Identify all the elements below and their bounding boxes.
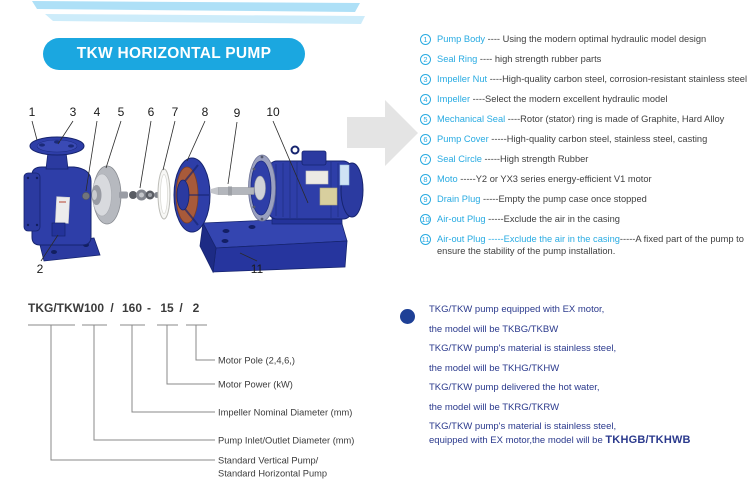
part-number-badge: 9 xyxy=(420,194,431,205)
note-bullet-icon xyxy=(400,309,415,324)
part-item-9 xyxy=(420,193,754,205)
note-2-line-1: TKG/TKW pump's material is stainless steel, xyxy=(429,343,617,354)
part-name: Air-out Plug -----Exclude the air in the casing xyxy=(437,234,620,244)
mechanical-seal xyxy=(129,190,160,201)
seal-circle xyxy=(158,169,170,219)
model-seg-2: 2 xyxy=(192,301,200,315)
part-item-10 xyxy=(420,213,754,225)
note-4-line-2-text: equipped with EX motor,the model will be xyxy=(429,435,606,446)
part-description: -----Exclude the air in the casing xyxy=(485,214,620,224)
part-name: Drain Plug xyxy=(437,194,481,204)
part-number-badge: 4 xyxy=(420,94,431,105)
right-arrow-icon xyxy=(347,100,418,166)
callout-9: 9 xyxy=(233,106,241,120)
part-number-badge: 2 xyxy=(420,54,431,65)
model-seg-slash2: / xyxy=(179,301,183,315)
note-1-line-1: TKG/TKW pump equipped with EX motor, xyxy=(429,304,605,315)
seal-ring-port xyxy=(52,223,65,236)
note-1-line-2: the model will be TKBG/TKBW xyxy=(429,323,559,335)
callout-2: 2 xyxy=(36,262,44,276)
motor-label-beige xyxy=(320,188,337,205)
part-item-6 xyxy=(420,133,754,145)
model-tree-lines xyxy=(28,325,215,460)
note-4-line-1: TKG/TKW pump's material is stainless steel, xyxy=(429,421,617,432)
part-name: Impeller Nut xyxy=(437,74,488,84)
pump-cover xyxy=(174,158,210,232)
part-name: Air-out Plug xyxy=(437,214,486,224)
label-standard-vertical: Standard Vertical Pump/ xyxy=(218,455,319,466)
callout-4: 4 xyxy=(93,105,101,119)
part-item-3 xyxy=(420,73,754,85)
model-seg-15: 15 xyxy=(160,301,174,315)
part-name: Seal Circle xyxy=(437,154,482,164)
motor-sticker xyxy=(340,165,349,185)
model-code-diagram xyxy=(25,296,370,494)
motor-nameplate xyxy=(306,171,328,184)
model-seg-100: 100 xyxy=(83,301,105,315)
model-prefix: TKG/TKW xyxy=(28,301,84,315)
model-notes xyxy=(398,303,752,454)
lifting-eye xyxy=(292,147,299,154)
model-seg-slash1: / xyxy=(110,301,114,315)
callout-5: 5 xyxy=(117,105,125,119)
part-number-badge: 10 xyxy=(421,214,430,224)
label-motor-pole: Motor Pole (2,4,6,) xyxy=(218,355,295,366)
part-number-badge: 3 xyxy=(420,74,431,85)
part-description: ----High-quality carbon steel, corrosion-resistant stainless steel xyxy=(487,74,748,84)
part-description: -----Empty the pump case once stopped xyxy=(480,194,647,204)
note-4-line-2 xyxy=(429,434,752,447)
part-item-5 xyxy=(420,113,754,125)
part-name: Moto xyxy=(437,174,458,184)
note-3-line-1: TKG/TKW pump delivered the hot water, xyxy=(429,382,600,393)
pump-exploded-diagram xyxy=(14,95,426,297)
part-description: ----Rotor (stator) ring is made of Graphite, Hard Alloy xyxy=(505,114,725,124)
part-item-2 xyxy=(420,53,754,65)
callout-3: 3 xyxy=(69,105,77,119)
parts-list xyxy=(420,33,754,265)
suction-flange xyxy=(24,173,40,231)
pump-label-sticker xyxy=(55,197,69,224)
motor-base-plate xyxy=(200,217,347,272)
callout-1: 1 xyxy=(28,105,36,119)
model-seg-dash: - xyxy=(147,301,151,315)
part-number-badge: 7 xyxy=(420,154,431,165)
label-standard-horizontal: Standard Horizontal Pump xyxy=(218,468,328,479)
impeller xyxy=(92,166,129,224)
part-description: ----Select the modern excellent hydraulic model xyxy=(470,94,668,104)
part-description: -----A fixed part of the pump to ensure the stability of the pump installation. xyxy=(437,234,747,256)
part-description: -----Y2 or YX3 series energy-efficient V1 motor xyxy=(457,174,652,184)
motor-shaft xyxy=(211,187,254,196)
part-item-8 xyxy=(420,173,754,185)
pump-body xyxy=(24,137,100,261)
terminal-box xyxy=(302,151,326,165)
callout-7: 7 xyxy=(171,105,179,119)
part-number-badge: 8 xyxy=(420,174,431,185)
part-number-badge: 5 xyxy=(420,114,431,125)
part-name: Pump Body xyxy=(437,34,486,44)
part-item-1 xyxy=(420,33,754,45)
callout-8: 8 xyxy=(201,105,209,119)
part-item-4 xyxy=(420,93,754,105)
label-motor-power: Motor Power (kW) xyxy=(218,379,293,390)
part-name: Seal Ring xyxy=(437,54,478,64)
part-number-badge: 6 xyxy=(420,134,431,145)
part-description: ---- Using the modern optimal hydraulic model design xyxy=(485,34,707,44)
part-number-badge: 1 xyxy=(420,34,431,45)
note-4-model-code: TKHGB/TKHWB xyxy=(605,434,691,446)
part-description: -----High-quality carbon steel, stainless steel, casting xyxy=(488,134,708,144)
ribbon-stripe-top xyxy=(32,1,360,12)
part-name: Impeller xyxy=(437,94,471,104)
model-seg-160: 160 xyxy=(121,301,143,315)
callout-6: 6 xyxy=(147,105,155,119)
part-item-11 xyxy=(420,233,754,257)
part-description: ---- high strength rubber parts xyxy=(477,54,602,64)
note-3-line-2: the model will be TKRG/TKRW xyxy=(429,401,560,413)
label-impeller-diameter: Impeller Nominal Diameter (mm) xyxy=(218,407,353,418)
motor xyxy=(211,147,363,225)
part-number-badge: 11 xyxy=(421,234,430,244)
part-item-7 xyxy=(420,153,754,165)
callout-10: 10 xyxy=(266,105,280,119)
page-title: TKW HORIZONTAL PUMP xyxy=(76,45,272,62)
ribbon-decoration xyxy=(25,0,370,28)
part-name: Pump Cover xyxy=(437,134,489,144)
impeller-nut xyxy=(82,192,89,199)
part-name: Mechanical Seal xyxy=(437,114,506,124)
callout-11: 11 xyxy=(250,262,264,276)
label-inlet-outlet-diameter: Pump Inlet/Outlet Diameter (mm) xyxy=(218,435,355,446)
title-banner xyxy=(43,38,305,70)
note-2-line-2: the model will be TKHG/TKHW xyxy=(429,362,560,374)
part-description: -----High strength Rubber xyxy=(481,154,589,164)
ribbon-stripe-bottom xyxy=(45,14,365,24)
